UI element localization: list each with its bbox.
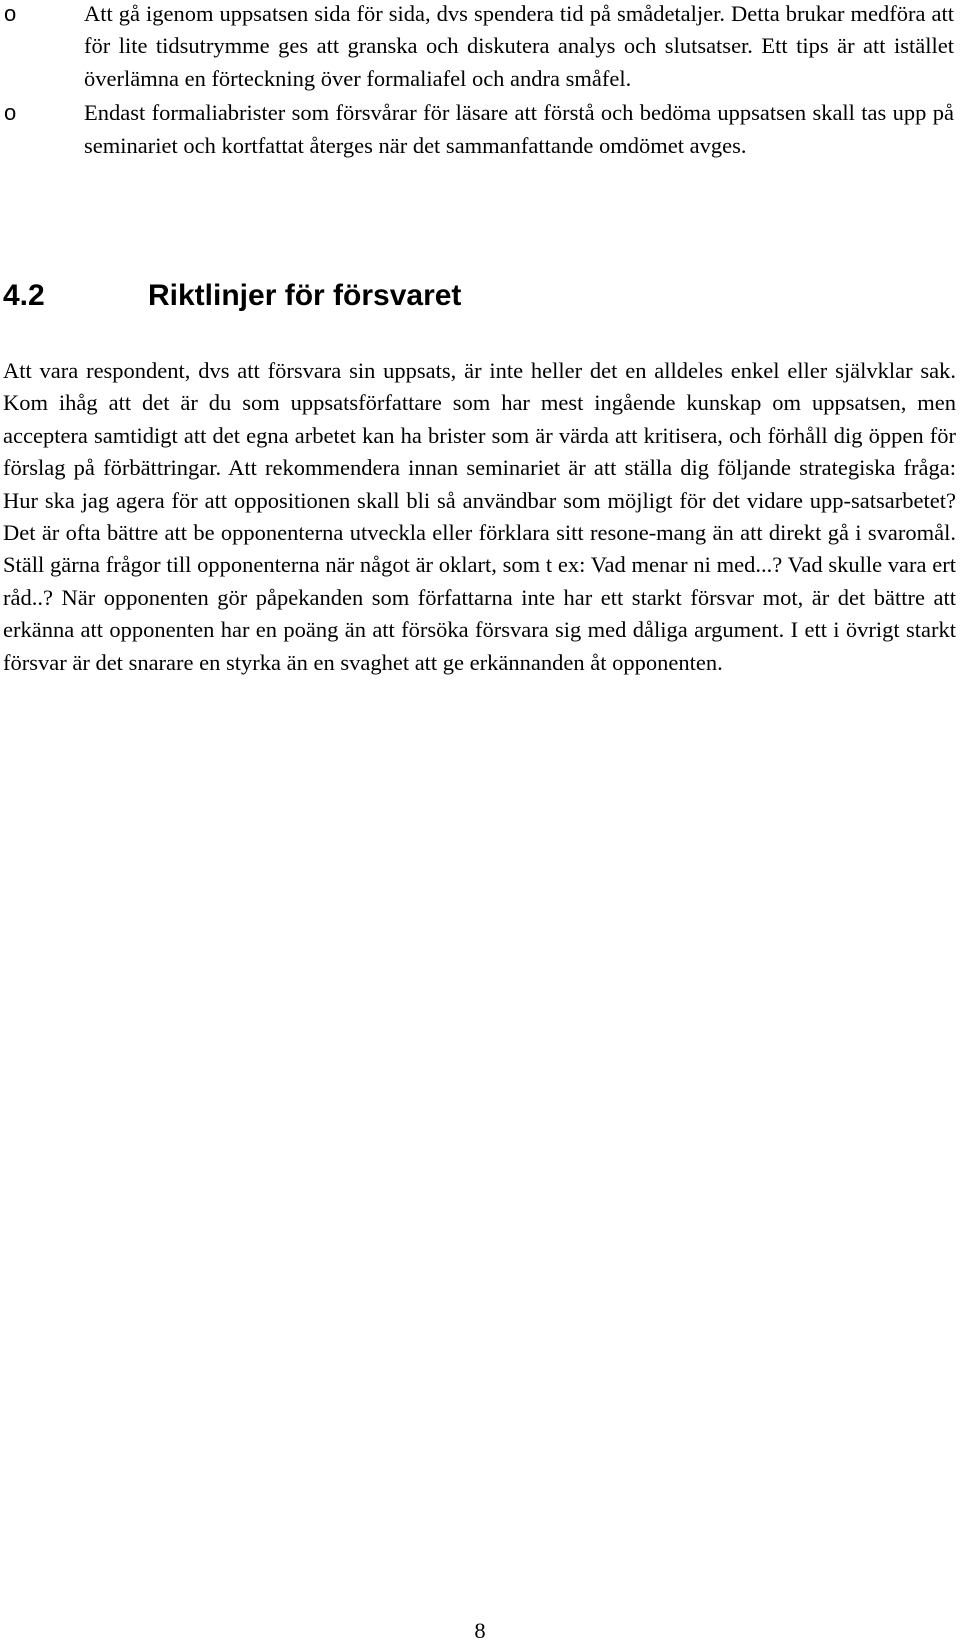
bullet-item-1 xyxy=(0,0,960,95)
section-number: 4.2 xyxy=(3,279,45,312)
section-title: Riktlinjer för försvaret xyxy=(148,279,462,312)
bullet-text: Endast formaliabrister som försvårar för läsare att förstå och bedöma uppsatsen skall tas upp på seminariet och kortfattat återges när det sammanfattande omdömet avges. xyxy=(84,100,954,158)
body-paragraph: Att vara respondent, dvs att försvara sin uppsats, är inte heller det en alldeles enkel eller självklar sak. Kom ihåg att det är du som uppsatsförfattare som har mest ingående kunskap om uppsatsen, men acceptera samtidigt att det egna arbetet kan ha brister som är värda att kritisera, och förhåll dig öppen för förslag på förbättringar. Att rekommendera innan seminariet är att ställa dig följande strategiska fråga: Hur ska jag agera för att oppositionen skall bli så användbar som möjligt för det vidare upp-satsarbetet? Det är ofta bättre att be opponenterna utveckla eller förklara sitt resone-mang än att direkt gå i svaromål. Ställ gärna frågor till opponenterna när något är oklart, som t ex: Vad menar ni med...? Vad skulle vara ert råd..? När opponenten gör påpekanden som författarna inte har ett starkt försvar mot, är det bättre att erkänna att opponenten har en poäng än att försöka försvara sig med dåliga argument. I ett i övrigt starkt försvar är det snarare en styrka än en svaghet att ge erkännanden åt opponenten. xyxy=(3,358,956,675)
section-heading xyxy=(3,278,461,314)
bullet-text: Att gå igenom uppsatsen sida för sida, dvs spendera tid på smådetaljer. Detta brukar medföra att för lite tidsutrymme ges att granska och diskutera analys och slutsatser. Ett tips är att istället överlämna en förteckning över formaliafel och andra småfel. xyxy=(84,1,954,91)
page-number: 8 xyxy=(474,1618,486,1643)
bullet-item-2 xyxy=(0,97,960,162)
bullet-list xyxy=(0,0,960,164)
bullet-marker: o xyxy=(4,1,17,26)
bullet-marker: o xyxy=(4,100,17,126)
